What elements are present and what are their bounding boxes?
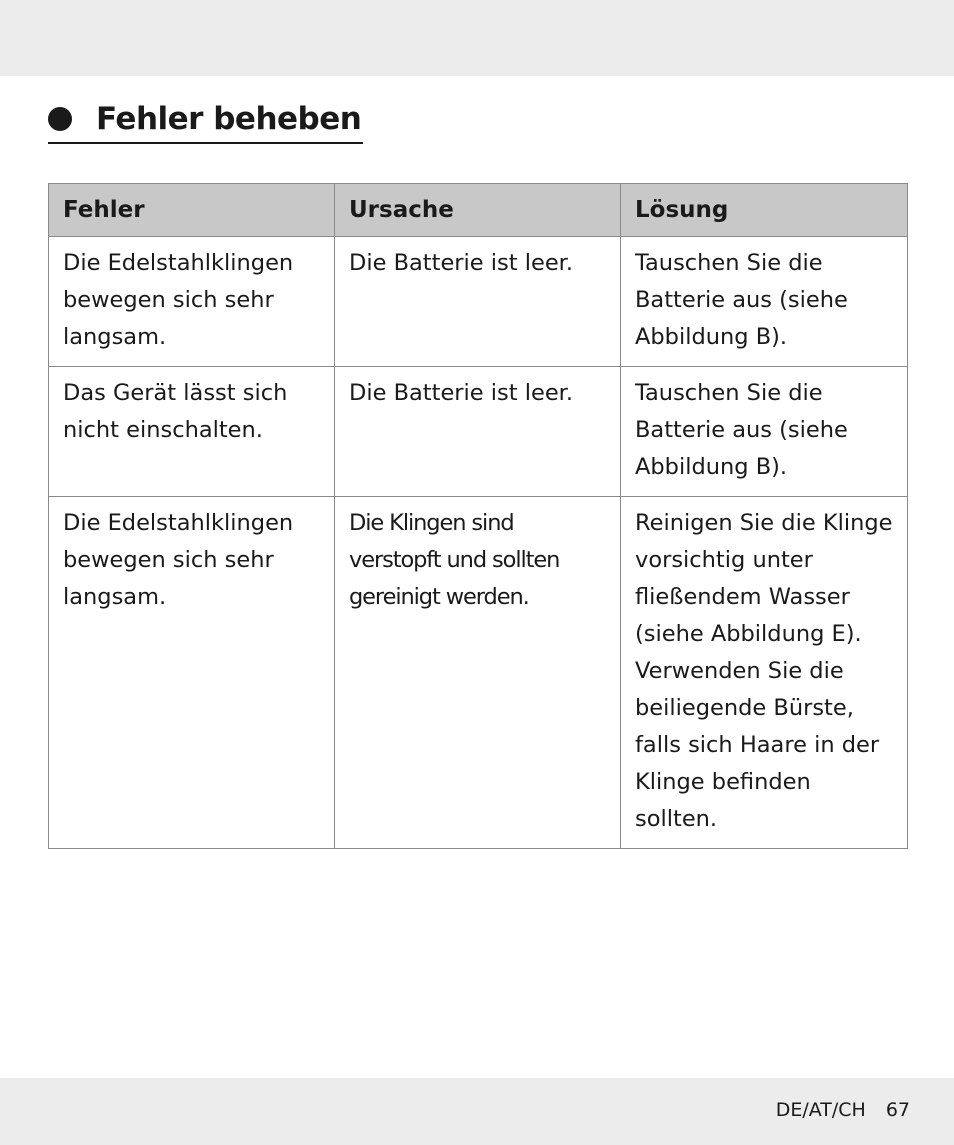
bullet-icon (48, 107, 72, 131)
cell-ursache (335, 237, 621, 367)
cell-text: Die Batterie ist leer. (349, 250, 574, 276)
cell-fehler (49, 237, 335, 367)
cell-text: Die Edelstahlklingen bewegen sich sehr langsam. (63, 510, 294, 610)
table-row (49, 497, 908, 849)
column-header-ursache: Ursache (335, 184, 621, 237)
table-row (49, 367, 908, 497)
cell-text: Reinigen Sie die Klinge vorsichtig unter fließendem Wasser (siehe Abbildung E). Verwenden Sie die beiliegende Bürste, falls sich Haare in der Klinge befinden sollten. (635, 510, 893, 832)
cell-loesung (621, 367, 908, 497)
cell-loesung (621, 497, 908, 849)
cell-text: Die Edelstahlklingen bewegen sich sehr langsam. (63, 250, 294, 350)
region-code: DE/AT/CH (775, 1099, 866, 1121)
cell-ursache (335, 367, 621, 497)
section-heading (48, 96, 363, 144)
cell-text: Die Klingen sind verstopft und sollten gereinigt werden. (349, 510, 560, 610)
column-header-loesung: Lösung (621, 184, 908, 237)
cell-text: Das Gerät lässt sich nicht einschalten. (63, 380, 288, 443)
table-header-row (49, 184, 908, 237)
page-footer (776, 1099, 910, 1121)
page-number: 67 (885, 1099, 910, 1121)
table-row (49, 237, 908, 367)
section-title: Fehler beheben (96, 100, 362, 137)
cell-ursache (335, 497, 621, 849)
cell-loesung (621, 237, 908, 367)
cell-fehler (49, 367, 335, 497)
cell-text: Die Batterie ist leer. (349, 380, 574, 406)
cell-text: Tauschen Sie die Batterie aus (siehe Abbildung B). (635, 250, 848, 350)
troubleshooting-table (48, 183, 908, 849)
cell-text: Tauschen Sie die Batterie aus (siehe Abbildung B). (635, 380, 848, 480)
top-margin-band (0, 0, 954, 76)
cell-fehler (49, 497, 335, 849)
column-header-fehler: Fehler (49, 184, 335, 237)
